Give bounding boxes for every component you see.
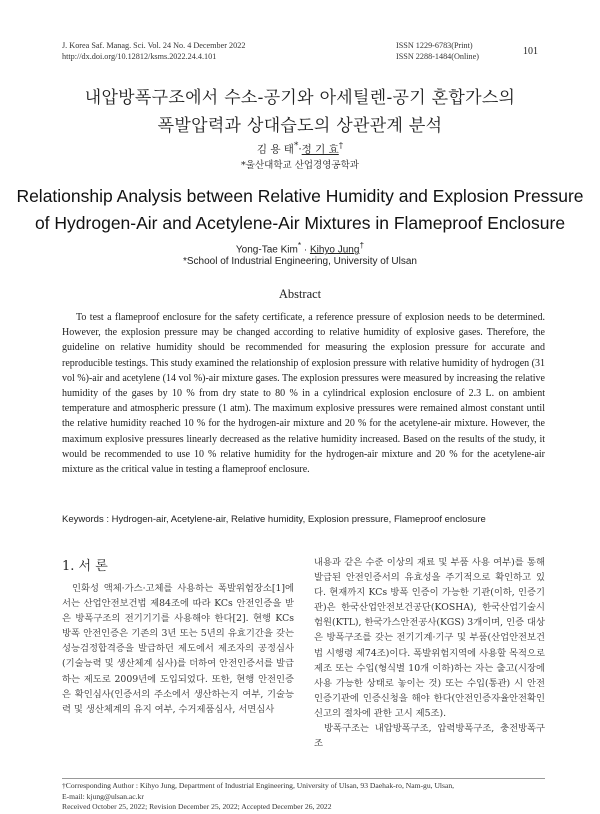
page-number: 101 — [523, 46, 538, 57]
abstract-heading: Abstract — [278, 287, 322, 301]
korean-authors — [0, 141, 600, 157]
english-author-separator: · — [301, 244, 310, 256]
abstract-body: To test a flameproof enclosure for the safety certificate, a reference pressure of explosion needs to be determined. However, the explosion pressure may be changed according to relative humidity of explosive gases. Therefore, the guideline on relative humidity should be recommended for measuring the explosion pressure for accurate and reproducible testings. This study examined the relationship of explosion pressure with relative humidity of hydrogen (31 vol %)-air and acetylene (14 vol %)-air mixture gases. The explosion pressures were measured by increasing the relative humidity of the gases by 10 % from dry state to 80 % in a cylindrical explosion enclosure of 2.3 L. on ambient temperature and atmospheric pressure (1 atm). The maximum explosive pressures were remained almost constant until the relative humidity reached 10 % for the hydrogen-air mixture and 20 % for the acetylene-air mixture. However, the maximum explosive pressures linearly decreased as the relative humidity increased. Based on the results of the study, it would be recommended to use 10 % relative humidity for the hydrogen-air mixture and 20 % for the acetylene-air mixture as the critical value in testing a flameproof enclosure. — [62, 312, 545, 476]
issn-print: ISSN 1229-6783(Print) — [396, 41, 473, 50]
english-title-line2: of Hydrogen-Air and Acetylene-Air Mixtures in Flameproof Enclosure — [34, 213, 566, 233]
journal-header — [62, 40, 245, 62]
body-right-paragraph-1: 내용과 같은 수준 이상의 재료 및 부품 사용 여부)를 통해 발급된 안전인증서의 유효성을 주기적으로 확인하고 있다. 현재까지 KCs 방폭 인증이 가능한 기관(이하, 인증기관)은 한국산업안전보건공단(KOSHA), 한국산업기술시험원(KTL), 한국가스안전공사(KGS) 3개이며, 인증 대상은 방폭구조를 갖는 전기기계·기구 및 부품(산업안전보건법 시행령 제74조)이다. 폭발위험지역에 사용할 목적으로 제조 또는 수입(형식별 10개 이하)하는 자는 출고(시장에 사용 가능한 상태로 놓이는 것) 또는 수입(통관) 시 안전인증기관에 인증신청을 해야 한다(안전인증자율안전확인신고의 절차에 관한 고시 제5조). — [314, 557, 545, 719]
english-title — [0, 183, 600, 237]
korean-title-line1: 내압방폭구조에서 수소-공기와 아세틸렌-공기 혼합가스의 — [84, 88, 516, 108]
footnote — [62, 781, 545, 813]
korean-title-line2: 폭발압력과 상대습도의 상관관계 분석 — [157, 116, 443, 136]
english-author2-mark: † — [359, 240, 365, 250]
body-left-column: 인화성 액체·가스·고체를 사용하는 폭발위험장소[1]에서는 산업안전보건법 제84조에 따라 KCs 안전인증을 받은 방폭구조의 전기기기를 사용해야 한다[2]. 현행 KCs 방폭 안전인증은 기존의 3년 또는 5년의 유효기간을 갖는 성능검정합격증을 발급하던 제도에서 제조자의 공정심사(기술능력 및 생산체계 심사)를 더하여 안전인증서를 발급하는 제도로 2009년에 도입되었다. 또한, 현행 안전인증은 확인심사(인증서의 주소에서 생산하는지 여부, 기술능력 및 생산체계의 유지 여부, 수거제품심사, 서면심사 — [62, 583, 294, 715]
english-affiliation: *School of Industrial Engineering, University of Ulsan — [182, 256, 417, 267]
body-right-column — [314, 555, 545, 751]
english-authors — [0, 240, 600, 255]
issn-online: ISSN 2288-1484(Online) — [396, 52, 480, 61]
korean-author2: 정 기 효 — [301, 143, 339, 156]
english-author1-mark: * — [297, 240, 302, 250]
korean-affiliation: *울산대학교 산업경영공학과 — [241, 160, 359, 171]
journal-citation: J. Korea Saf. Manag. Sci. Vol. 24 No. 4 December 2022 — [62, 41, 246, 50]
footnote-email[interactable]: E-mail: kjung@ulsan.ac.kr — [62, 791, 144, 801]
footnote-dates: Received October 25, 2022; Revision December 25, 2022; Accepted December 26, 2022 — [62, 802, 332, 811]
korean-title — [0, 84, 600, 140]
body-right-paragraph-2: 방폭구조는 내압방폭구조, 압력방폭구조, 충전방폭구조 — [314, 723, 545, 750]
issn-block — [396, 40, 479, 62]
english-author1: Yong-Tae Kim — [235, 244, 298, 256]
korean-author-separator: · — [298, 143, 302, 156]
section-title: 1. 서 론 — [62, 559, 108, 574]
footnote-divider — [62, 778, 545, 779]
english-author2: Kihyo Jung — [309, 244, 360, 256]
korean-author1-mark: * — [293, 141, 299, 151]
english-title-line1: Relationship Analysis between Relative Humidity and Explosion Pressure — [16, 186, 584, 206]
footnote-corresponding-author: †Corresponding Author : Kihyo Jung, Department of Industrial Engineering, University of Ulsan, 93 Daehak-ro, Nam-gu, Ulsan, — [62, 781, 455, 790]
keywords: Keywords : Hydrogen-air, Acetylene-air, Relative humidity, Explosion pressure, Flameproof enclosure — [62, 514, 486, 525]
korean-author2-mark: † — [338, 141, 344, 151]
korean-author1: 김 용 태 — [256, 143, 294, 156]
doi-link[interactable]: http://dx.doi.org/10.12812/ksms.2022.24.4.101 — [62, 52, 217, 61]
